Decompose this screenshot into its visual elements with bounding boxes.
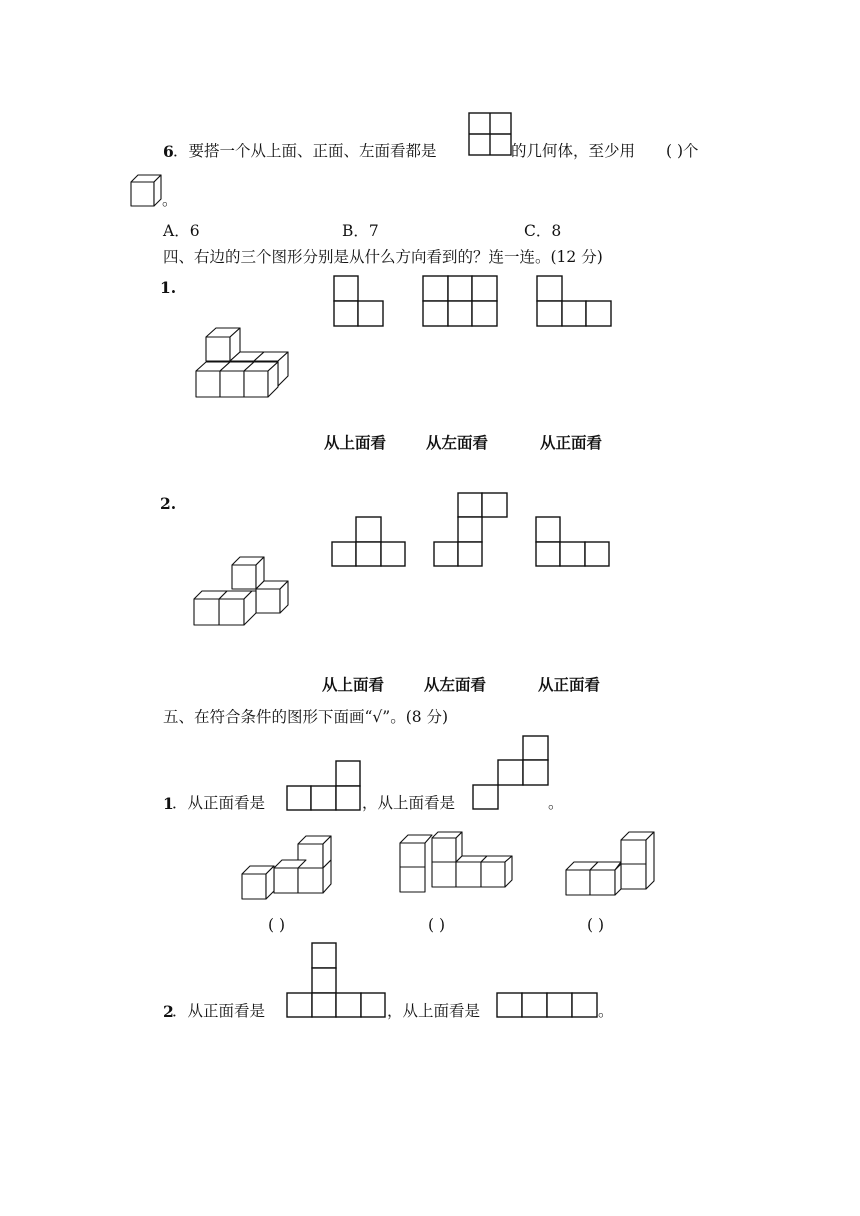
s4-q1-label-top: 从上面看 [324,433,387,452]
s5-q1-tail: 。 [548,794,564,812]
s5-q1-answer-b[interactable]: ( ) [428,916,446,934]
s5-q1-top-view [473,736,548,809]
s5-q1-number: 1 [163,794,174,813]
s4-q1-label-left: 从左面看 [426,433,489,452]
s5-q2-front-view [287,943,385,1017]
s4-q2-number: 2. [160,494,177,513]
s5-q2-tail: 。 [598,1002,614,1020]
q6-number: 6 [163,142,174,161]
q6-option-a[interactable]: A．6 [163,222,200,240]
s5-q1-solid-b [400,832,512,892]
s4-q1-label-front: 从正面看 [540,433,603,452]
s5-q1-answer-a[interactable]: ( ) [268,916,286,934]
q6-answer-blank[interactable]: ( )个 [666,142,699,160]
s4-q1-number: 1. [160,278,177,297]
s5-q1-solid-c [566,832,654,895]
q6-tail: 。 [162,191,178,209]
q6-option-c[interactable]: C．8 [524,222,562,240]
s5-q1-text1: ．从正面看是 [172,794,266,812]
s4-q2-view-c [536,517,609,566]
s4-q2-label-front: 从正面看 [538,675,601,694]
s5-q1-solid-a [242,836,331,899]
s5-q2-text1: ．从正面看是 [172,1002,266,1020]
s4-q2-label-left: 从左面看 [424,675,487,694]
s5-q2-text2: ，从上面看是 [387,1002,481,1020]
q6-option-b[interactable]: B．7 [342,222,379,240]
section5-title: 五、在符合条件的图形下面画“√”。(8 分) [163,708,449,726]
s4-q2-view-b [434,493,507,566]
s5-q1-answer-c[interactable]: ( ) [587,916,605,934]
s4-q1-view-b [423,276,497,326]
s5-q2-number: 2 [163,1002,174,1021]
section4-title: 四、右边的三个图形分别是从什么方向看到的？连一连。(12 分) [163,248,603,266]
s4-q2-view-a [332,517,405,566]
s4-q1-view-c [537,276,611,326]
s5-q1-text2: ，从上面看是 [362,794,456,812]
s5-q2-top-view [497,993,597,1017]
s4-q2-label-top: 从上面看 [322,675,385,694]
s4-q1-view-a [334,276,383,326]
s5-q1-front-view [287,761,360,810]
q6-text-after: 的几何体，至少用 [511,142,636,160]
q6-text-before: ．要搭一个从上面、正面、左面看都是 [173,142,437,160]
